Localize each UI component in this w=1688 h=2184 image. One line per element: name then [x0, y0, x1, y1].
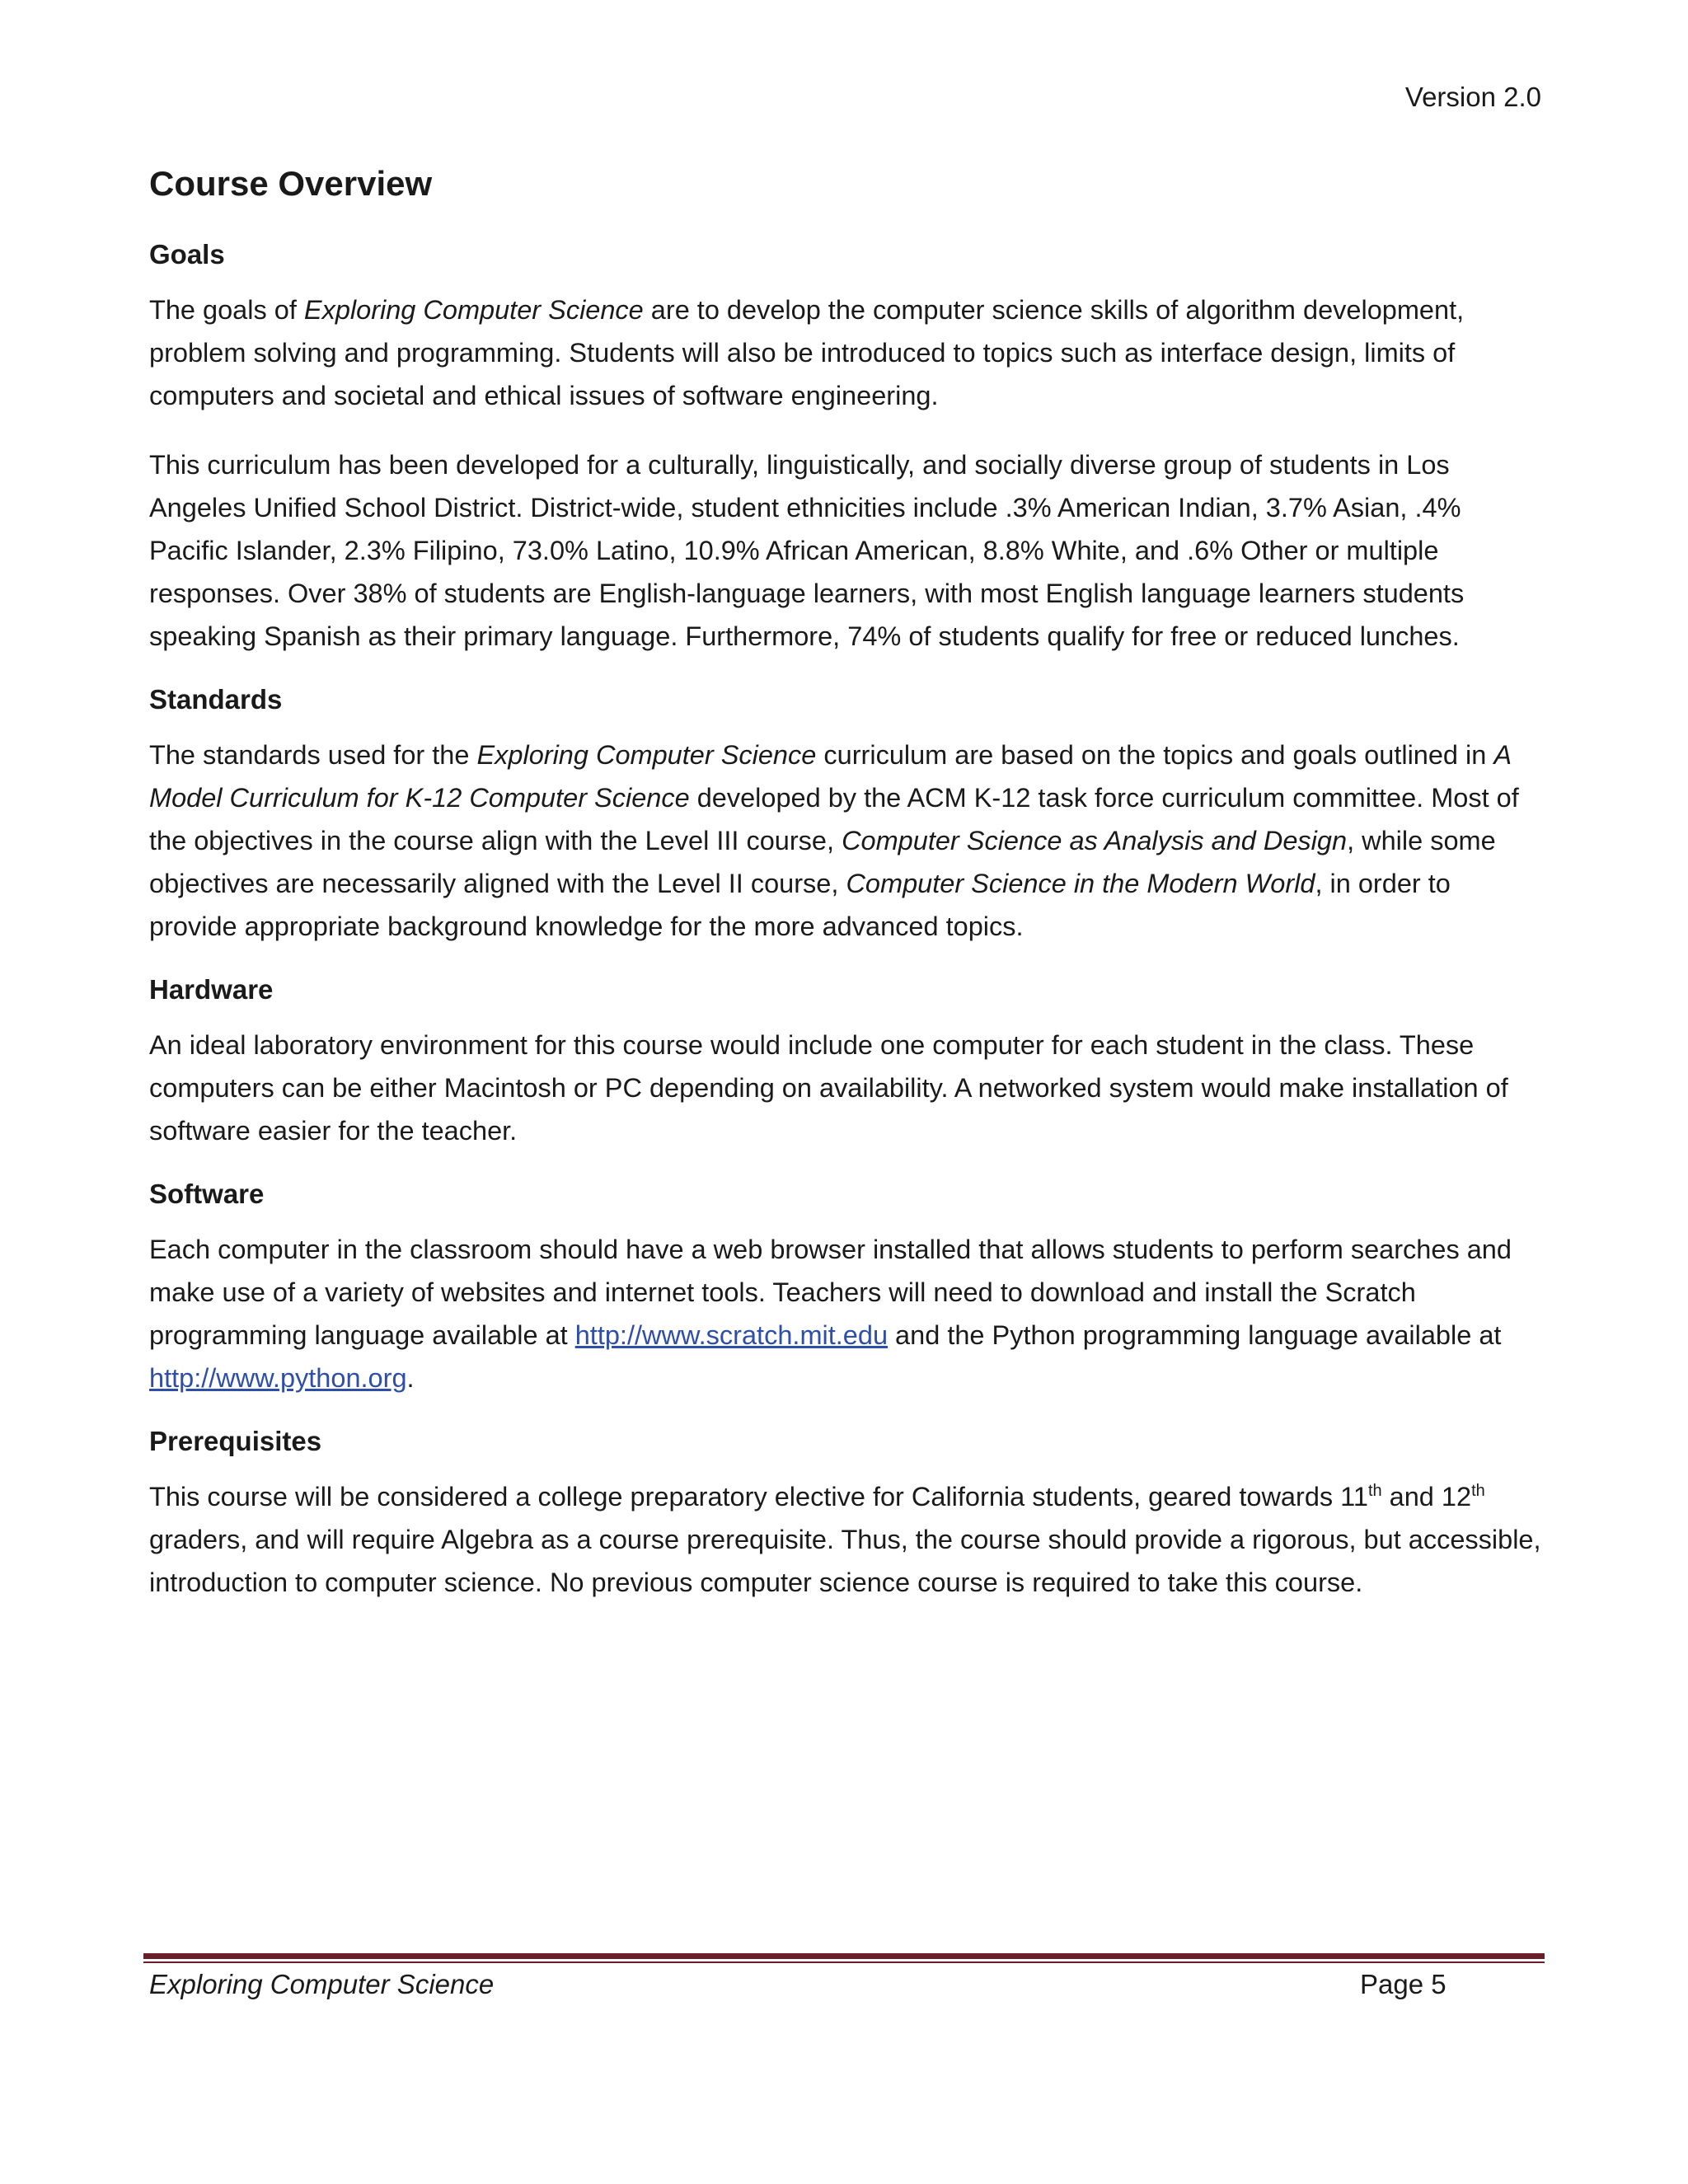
software-text-2: and the Python programming language available at [888, 1320, 1502, 1350]
goals-p1-text-a: The goals of [149, 295, 304, 325]
hardware-heading: Hardware [149, 974, 274, 1005]
prerequisites-heading: Prerequisites [149, 1426, 322, 1456]
footer-title: Exploring Computer Science [149, 1969, 495, 1999]
goals-paragraph-2: This curriculum has been developed for a culturally, linguistically, and socially diverse group of students in Los Angeles Unified School District. District-wide, student ethnicities include .3% American Indian, 3.7% Asian, .4% Pacific Islander, 2.3% Filipino, 73.0% Latino, 10.9% African American, 8.8% White, and .6% Other or multiple responses. Over 38% of students are English-language learners, with most English language learners students speaking Spanish as their primary language. Furthermore, 74% of students qualify for free or reduced lunches. [149, 450, 1465, 651]
standards-text-4: Most of the objectives in the course align with the Level III course, [149, 783, 1519, 855]
standards-heading: Standards [149, 684, 283, 715]
prerequisites-paragraph [149, 1475, 1542, 1604]
standards-level-iii-course: Computer Science as Analysis and Design [842, 826, 1348, 855]
version-label: Version 2.0 [1404, 82, 1541, 112]
prereq-text-2: and 12 [1381, 1482, 1472, 1511]
goals-heading: Goals [149, 239, 225, 269]
prereq-text-1: This course will be considered a college preparatory elective for California students, geared towards 11 [149, 1482, 1368, 1511]
standards-model-curriculum: A Model Curriculum for K-12 Computer Science [149, 740, 1511, 813]
standards-text-2: curriculum are based on the topics and goals outlined in [816, 740, 1494, 770]
software-paragraph [149, 1228, 1542, 1399]
goals-p1-text-b: are to develop the computer science skills of algorithm development, problem solving and programming. Students will also be introduced to topics such as interface design, limits of computers and societal and ethical issues of software engineering. [149, 295, 1465, 410]
page-number: Page 5 [1360, 1969, 1447, 1999]
software-text-3: . [406, 1363, 415, 1393]
goals-paragraph-1 [149, 288, 1542, 417]
prereq-superscript-2: th [1471, 1482, 1485, 1501]
standards-paragraph [149, 733, 1542, 948]
hardware-paragraph: An ideal laboratory environment for this course would include one computer for each student in the class. These computers can be either Macintosh or PC depending on availability. A networked system would make installation of software easier for the teacher. [149, 1030, 1508, 1146]
footer-divider [143, 1953, 1545, 1963]
python-link[interactable]: http://www.python.org [149, 1363, 407, 1393]
main-content [149, 162, 1542, 1630]
footer-rule-thin [143, 1961, 1545, 1963]
prereq-superscript-1: th [1367, 1482, 1382, 1501]
standards-text-1: The standards used for the [149, 740, 477, 770]
standards-course-name: Exploring Computer Science [476, 740, 817, 770]
standards-text-3: developed by the ACM K-12 task force curriculum committee. [689, 783, 1424, 813]
goals-p1-course-name: Exploring Computer Science [303, 295, 644, 325]
software-heading: Software [149, 1179, 265, 1209]
footer-rule-thick [143, 1953, 1545, 1959]
standards-text-5: , while some objectives are necessarily aligned with the Level II course, [149, 826, 1496, 898]
scratch-link[interactable]: http://www.scratch.mit.edu [574, 1320, 889, 1350]
software-text-1: Each computer in the classroom should have a web browser installed that allows students to perform searches and make use of a variety of websites and internet tools. Teachers will need to download and install the Scratch programming language available at [149, 1235, 1512, 1350]
standards-text-6: , in order to provide appropriate background knowledge for the more advanced topics. [149, 869, 1451, 941]
standards-level-ii-course: Computer Science in the Modern World [846, 869, 1315, 898]
page-title: Course Overview [149, 164, 433, 203]
prereq-text-3: graders, and will require Algebra as a course prerequisite. Thus, the course should provide a rigorous, but accessible, introduction to computer science. No previous computer science course is required to take this course. [149, 1525, 1541, 1597]
